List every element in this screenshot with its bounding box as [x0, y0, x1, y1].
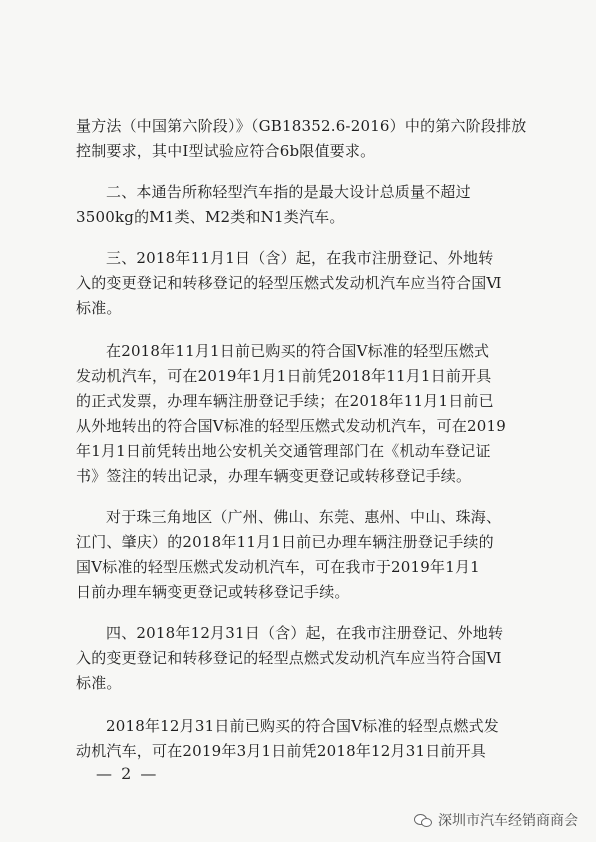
text-line: 年1月1日前凭转出地公安机关交通管理部门在《机动车登记证	[76, 442, 491, 460]
text-line: 控制要求，其中Ⅰ型试验应符合6b限值要求。	[76, 142, 376, 160]
text-line: 标准。	[76, 674, 122, 692]
wechat-icon	[414, 813, 432, 827]
text-line: 对于珠三角地区（广州、佛山、东莞、惠州、中山、珠海、	[106, 508, 502, 526]
text-line: 二、本通告所称轻型汽车指的是最大设计总质量不超过	[106, 183, 471, 201]
text-line: 动机汽车，可在2019年3月1日前凭2018年12月31日前开具	[76, 742, 487, 760]
text-line: 的正式发票，办理车辆注册登记手续；在2018年11月1日前已	[76, 392, 494, 410]
page-number: — 2 —	[96, 764, 159, 783]
document-body	[76, 114, 526, 764]
text-line: 国Ⅴ标准的轻型压燃式发动机汽车，可在我市于2019年1月1	[76, 558, 480, 576]
text-line: 在2018年11月1日前已购买的符合国Ⅴ标准的轻型压燃式	[106, 342, 490, 360]
text-line: 2018年12月31日前已购买的符合国Ⅴ标准的轻型点燃式发	[106, 717, 499, 735]
text-line: 入的变更登记和转移登记的轻型压燃式发动机汽车应当符合国Ⅵ	[76, 274, 502, 292]
text-line: 江门、肇庆）的2018年11月1日前已办理车辆注册登记手续的	[76, 533, 494, 551]
text-line: 发动机汽车，可在2019年1月1日前凭2018年11月1日前开具	[76, 367, 492, 385]
watermark-text: 深圳市汽车经销商商会	[438, 813, 578, 829]
text-line: 3500kg的M1类、M2类和N1类汽车。	[76, 208, 345, 226]
text-line: 三、2018年11月1日（含）起，在我市注册登记、外地转	[106, 249, 494, 267]
text-line: 从外地转出的符合国Ⅴ标准的轻型压燃式发动机汽车，可在2019	[76, 417, 507, 435]
text-line: 书》签注的转出记录，办理车辆变更登记或转移登记手续。	[76, 467, 472, 485]
text-line: 标准。	[76, 299, 122, 317]
wechat-watermark	[414, 810, 578, 830]
text-line: 四、2018年12月31日（含）起，在我市注册登记、外地转	[106, 624, 504, 642]
text-line: 日前办理车辆变更登记或转移登记手续。	[76, 583, 350, 601]
text-line: 量方法（中国第六阶段）》（GB18352.6-2016）中的第六阶段排放	[76, 117, 527, 135]
text-line: 入的变更登记和转移登记的轻型点燃式发动机汽车应当符合国Ⅵ	[76, 649, 502, 667]
